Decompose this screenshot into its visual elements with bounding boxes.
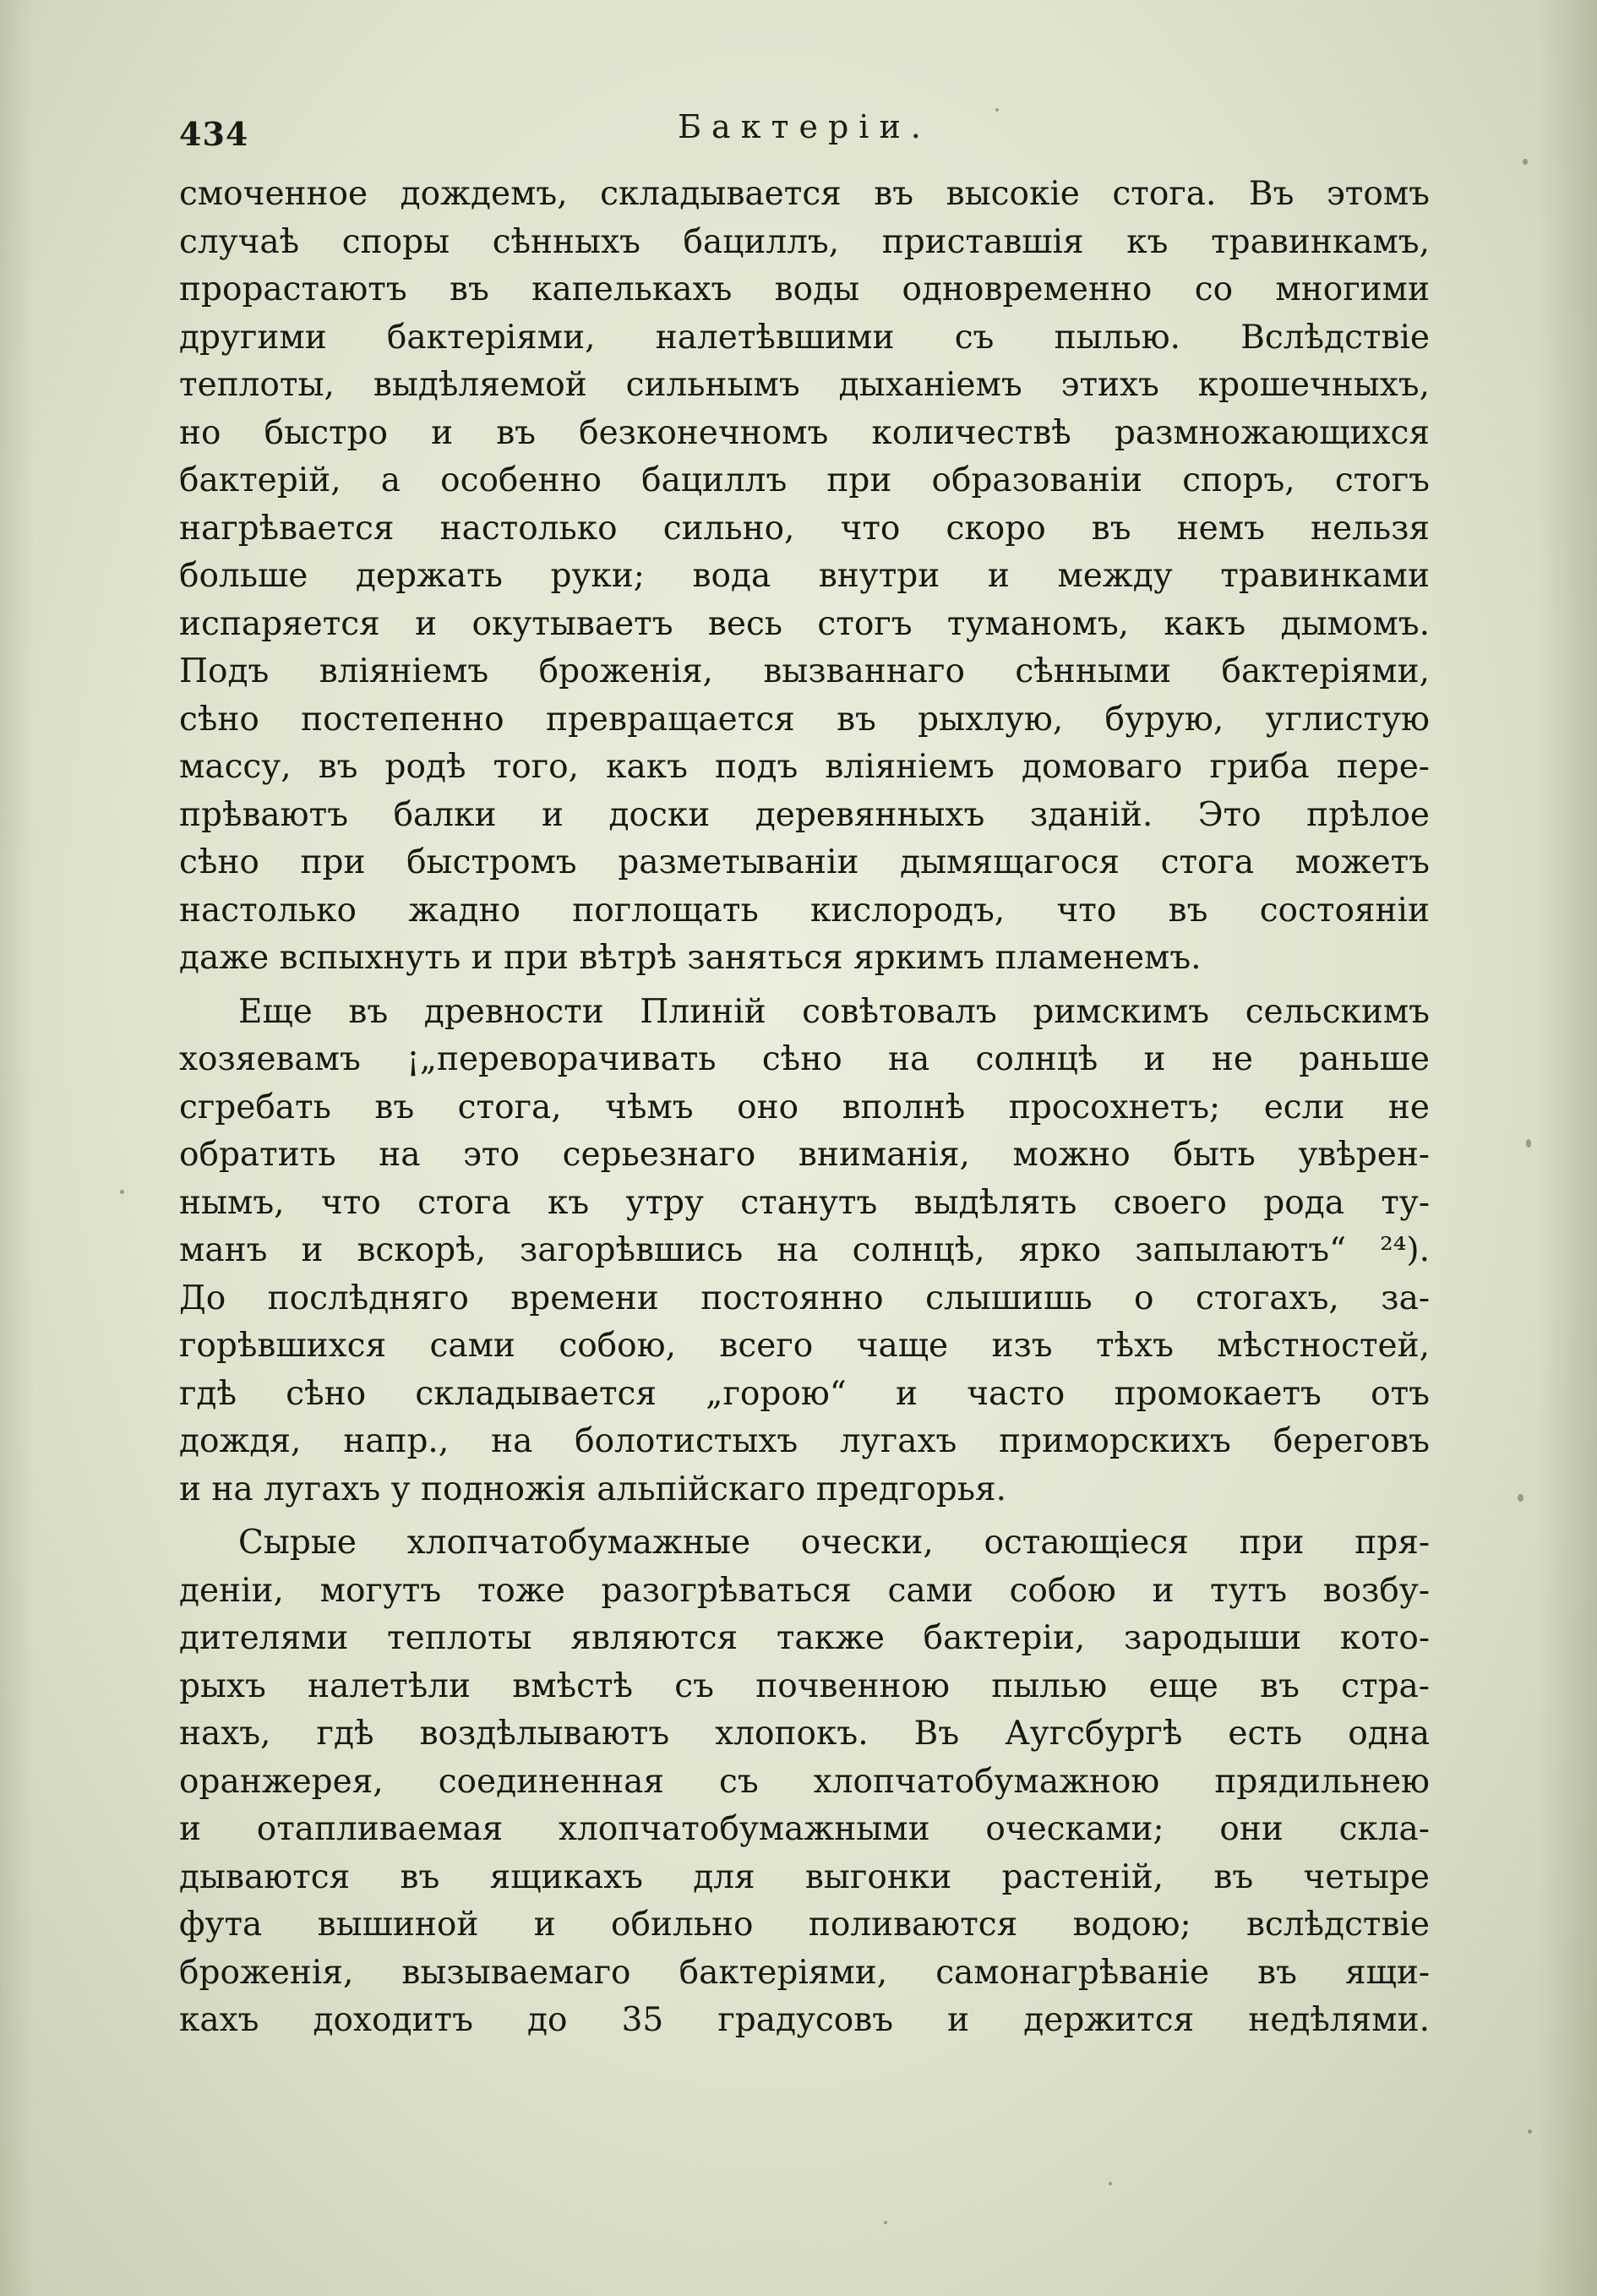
text-line: горѣвшихся сами собою, всего чаще изъ тѣхъ мѣстностей, — [179, 1327, 1430, 1365]
text-line: но быстро и въ безконечномъ количествѣ размножающихся — [179, 413, 1430, 452]
text-line: Сырые хлопчатобумажные очески, остающіеся при пря- — [238, 1524, 1430, 1562]
page-edge-shadow-left — [0, 0, 34, 2296]
text-line: и на лугахъ у подножія альпійскаго предгорья. — [179, 1470, 1006, 1508]
text-line: дываются въ ящикахъ для выгонки растеній, въ четыре — [179, 1857, 1430, 1896]
text-line: прорастаютъ въ капелькахъ воды одновременно со многими — [179, 270, 1430, 308]
text-line: обратить на это серьезнаго вниманія, можно быть увѣрен- — [179, 1136, 1430, 1174]
text-line: рыхъ налетѣли вмѣстѣ съ почвенною пылью еще въ стра- — [179, 1666, 1430, 1705]
text-line: сгребать въ стога, чѣмъ оно вполнѣ просохнетъ; если не — [179, 1088, 1430, 1126]
paper-speck — [1523, 159, 1528, 165]
text-line: другими бактеріями, налетѣвшими съ пылью. Вслѣдствіе — [179, 318, 1430, 357]
page-number: 434 — [179, 115, 249, 153]
text-line: больше держать руки; вода внутри и между травинками — [179, 557, 1430, 595]
text-line: Еще въ древности Плиній совѣтовалъ римскимъ сельскимъ — [238, 992, 1430, 1031]
text-line: теплоты, выдѣляемой сильнымъ дыханіемъ этихъ крошечныхъ, — [179, 366, 1430, 404]
text-line: сѣно постепенно превращается въ рыхлую, бурую, углистую — [179, 700, 1430, 739]
text-line: Подъ вліяніемъ броженія, вызваннаго сѣнными бактеріями, — [179, 652, 1430, 690]
body-text — [179, 171, 1430, 2045]
paragraph-2 — [179, 989, 1430, 1514]
text-line: дителями теплоты являются также бактеріи, зародыши кото- — [179, 1619, 1430, 1657]
text-line: даже вспыхнуть и при вѣтрѣ заняться яркимъ пламенемъ. — [179, 939, 1202, 977]
paper-speck — [1518, 1494, 1523, 1502]
paper-speck — [995, 108, 999, 112]
text-line: оранжерея, соединенная съ хлопчатобумажною прядильнею — [179, 1762, 1430, 1801]
text-line: броженія, вызываемаго бактеріями, самонагрѣваніе въ ящи- — [179, 1953, 1430, 1992]
text-line: и отапливаемая хлопчатобумажными оческами; они скла- — [179, 1810, 1430, 1848]
text-line: манъ и вскорѣ, загорѣвшись на солнцѣ, ярко запылаютъ“ ²⁴). — [179, 1231, 1430, 1269]
page-header — [179, 108, 1430, 159]
paragraph-gap — [179, 983, 1430, 989]
text-line: настолько жадно поглощать кислородъ, что въ состояніи — [179, 891, 1430, 930]
text-line: нахъ, гдѣ воздѣлываютъ хлопокъ. Въ Аугсбургѣ есть одна — [179, 1715, 1430, 1753]
text-line: нымъ, что стога къ утру станутъ выдѣлять своего рода ту- — [179, 1183, 1430, 1222]
text-line: гдѣ сѣно складывается „горою“ и часто промокаетъ отъ — [179, 1374, 1430, 1413]
text-line: хозяевамъ ¡„переворачивать сѣно на солнцѣ и не раньше — [179, 1040, 1430, 1078]
text-line: кахъ доходитъ до 35 градусовъ и держится недѣлями. — [179, 2001, 1430, 2039]
text-line: фута вышиной и обильно поливаются водою; вслѣдствіе — [179, 1906, 1430, 1944]
text-line: массу, въ родѣ того, какъ подъ вліяніемъ домоваго гриба пере- — [179, 748, 1430, 786]
text-line: нагрѣвается настолько сильно, что скоро въ немъ нельзя — [179, 509, 1430, 548]
paragraph-gap — [179, 1513, 1430, 1519]
text-line: испаряется и окутываетъ весь стогъ туманомъ, какъ дымомъ. — [179, 604, 1430, 643]
text-line: сѣно при быстромъ разметываніи дымящагося стога можетъ — [179, 843, 1430, 881]
paragraph-3 — [179, 1519, 1430, 2045]
paper-speck — [1528, 2130, 1532, 2134]
running-head: Бактеріи. — [678, 108, 931, 145]
paper-speck — [120, 1190, 124, 1194]
text-line: бактерій, а особенно бациллъ при образованіи споръ, стогъ — [179, 461, 1430, 499]
text-line: смоченное дождемъ, складывается въ высокіе стога. Въ этомъ — [179, 175, 1430, 213]
page-edge-shadow-right — [1538, 0, 1597, 2296]
paragraph-1 — [179, 171, 1430, 983]
text-line: деніи, могутъ тоже разогрѣваться сами собою и тутъ возбу- — [179, 1571, 1430, 1610]
text-line: До послѣдняго времени постоянно слышишь о стогахъ, за- — [179, 1279, 1430, 1317]
paper-speck — [1526, 1139, 1531, 1148]
text-line: дождя, напр., на болотистыхъ лугахъ приморскихъ береговъ — [179, 1422, 1430, 1460]
paper-speck — [884, 2221, 887, 2224]
paper-speck — [1109, 2182, 1112, 2185]
text-line: случаѣ споры сѣнныхъ бациллъ, приставшія къ травинкамъ, — [179, 222, 1430, 261]
text-line: прѣваютъ балки и доски деревянныхъ зданій. Это прѣлое — [179, 795, 1430, 834]
